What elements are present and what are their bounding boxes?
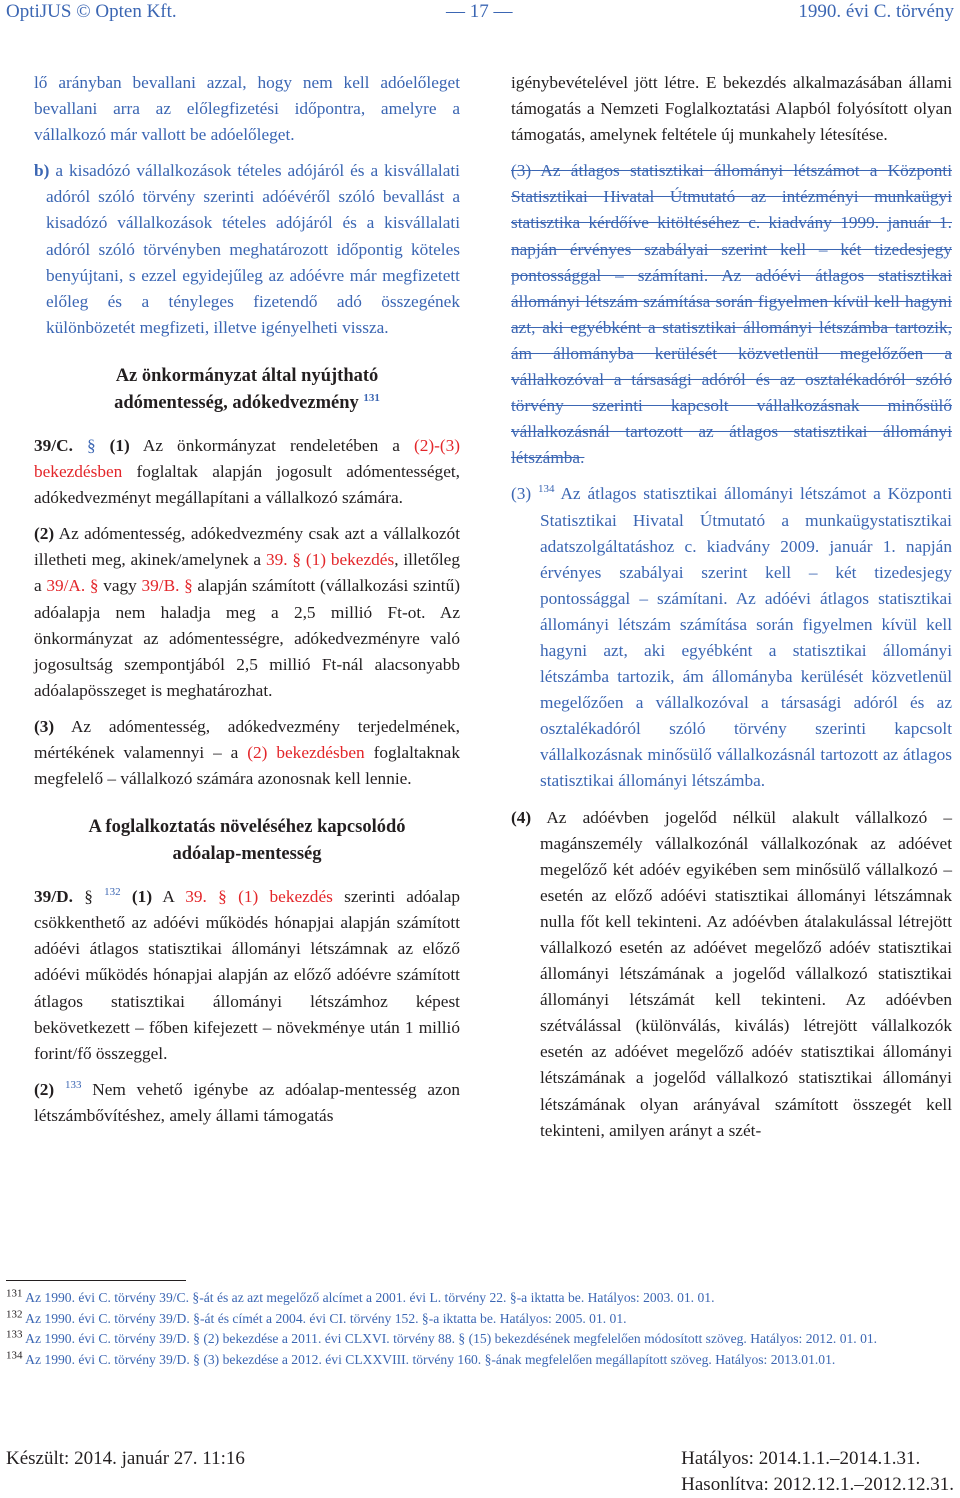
- footnote-ref-132[interactable]: 132: [104, 886, 121, 899]
- para-marker: (3): [511, 161, 532, 181]
- para-marker: (2): [34, 524, 55, 544]
- para-text: foglaltak alapján jogosult adómentességet, adókedvezményt megállapítani a vállalkozó számára.: [34, 462, 460, 508]
- para-marker: (2): [34, 1079, 55, 1099]
- para-text: , illetőleg a: [34, 550, 460, 596]
- footnote-number: 134: [6, 1348, 23, 1361]
- para-text: Az adómentesség, adókedvezmény csak azt a vállalkozót illetheti meg, akinek/amelynek a: [34, 524, 460, 570]
- section-39d-para2: [34, 1077, 460, 1129]
- amended-paragraph-3: [511, 481, 952, 794]
- para-marker: (1): [109, 435, 130, 455]
- footnote-131: [6, 1288, 954, 1309]
- cross-reference-link[interactable]: (2)-(3) bekezdésben: [34, 435, 461, 482]
- heading-39c-line2: adómentesség, adókedvezmény: [114, 392, 359, 413]
- footnote-text: Az 1990. évi C. törvény 39/C. §-át és az azt megelőző alcímet a 2001. évi L. törvény 22. §-a iktatta be. Hatályos: 2003. 01. 01.: [25, 1290, 715, 1305]
- right-column: [511, 70, 952, 1144]
- header-law-title: 1990. évi C. törvény: [798, 1, 954, 22]
- heading-39d-line1: A foglalkoztatás növeléséhez kapcsolódó: [88, 817, 406, 838]
- footer-dates: [681, 1446, 954, 1498]
- para-marker: (1): [131, 887, 153, 907]
- cross-reference-link[interactable]: 39/A. §: [46, 576, 99, 596]
- para-text: Nem vehető igénybe az adóalap-mentesség azon létszámbővítéshez, amely állami támogatás: [34, 1079, 460, 1125]
- section-sign: §: [84, 887, 93, 907]
- footer-effective: Hatályos: 2014.1.1.–2014.1.31.: [681, 1448, 921, 1469]
- para-text: alapján számított (vállalkozási szintű) adóalapja nem haladja meg a 2,5 millió Ft-ot. Az önkormányzat az adómentességre, adókedvezményre való jogosultság szempontjából 2,5 millió Ft-nál alacsonyabb adóalapösszeget is meghatározhat.: [34, 576, 460, 700]
- para-marker: (4): [511, 807, 532, 827]
- footnote-134: [6, 1350, 954, 1371]
- footnote-text: Az 1990. évi C. törvény 39/D. § (2) bekezdése a 2011. évi CLXVI. törvény 88. § (15) bekezdésének megfelelően módosított szöveg. Hatályos: 2012. 01. 01.: [25, 1331, 878, 1346]
- para-text: Az átlagos statisztikai állományi létszámot a Központi Statisztikai Hivatal Útmutató az intézményi munkaügyi statisztika kérdőíve kitöltéséhez c. kiadvány 1999. január 1. napján érvényes szabályai szerint kell – két tizedesjegy pontossággal – számítani. Az adóévi átlagos statisztikai állományi létszám számítása során figyelmen kívül kell hagyni azt, aki egyébként a statisztikai állományi létszámba tartozik, ám állományba kerülését közvetlenül megelőzően a vállalkozóval a társasági adóról és az osztalékadóról szóló törvény szerinti kapcsolt vállalkozásnak minősülő vállalkozásnál tartozott az átlagos statisztikai állományi létszámba.: [511, 161, 952, 468]
- section-number-39d: 39/D.: [34, 887, 73, 907]
- footnote-number: 132: [6, 1307, 23, 1320]
- para-text: Az adómentesség, adókedvezmény terjedelmének, mértékének valamennyi – a: [34, 716, 460, 762]
- footer-compared: Hasonlítva: 2012.12.1.–2012.12.31.: [681, 1474, 954, 1495]
- section-39c-para3: [34, 714, 460, 792]
- section-heading-39d: [34, 814, 460, 868]
- paragraph-b: [34, 158, 460, 341]
- para-text: Az adóévben jogelőd nélkül alakult vállalkozó – magánszemély vállalkozónál vállalkozónak az adóévet megelőző két adóév egyikében sem minősülő vállalkozó – esetén az előző adóévi statisztikai állományi létszámnak nulla főt kell tekinteni. Az adóévben átalakulással létrejött vállalkozó esetén az adóévet megelőző adóév statisztikai állományi létszámának a jogelőd vállalkozó statisztikai állományi létszámát kell tekinteni. Az adóévben szétválással (különválás, kiválás) létrejött vállalkozók esetén az adóévet megelőző adóév statisztikai állományi létszámának a jogelőd vállalkozó statisztikai állományi létszámának olyan arányával számított összegét kell tekinteni, amilyen arányt a szét-: [540, 807, 952, 1140]
- paragraph-4: [511, 805, 952, 1144]
- paragraph-intro: lő arányban bevallani azzal, hogy nem kell adóelőleget bevallani arra az előlegfizetési időpontra, amelyre a vállalkozó már vallott be adóelőleget.: [34, 73, 460, 145]
- header-publisher: OptiJUS © Opten Kft.: [6, 1, 177, 22]
- heading-39d-line2: adóalap-mentesség: [172, 844, 322, 865]
- para-text: Az átlagos statisztikai állományi létszámot a Központi Statisztikai Hivatal Útmutató a munkaügystatisztikai adatszolgáltatáshoz c. kiadvány 2009. január 1. napján érvényes szabályai szerint kell – két tizedesjegy pontossággal – számítani. Az adóévi átlagos statisztikai állományi létszám számítása során figyelmen kívül kell hagyni azt, aki egyébként a statisztikai állományi létszámba tartozik, ám állományba kerülését közvetlenül megelőzően a vállalkozóval a társasági adóról és az osztalékadóról szóló törvény szerinti kapcsolt vállalkozásnak minősülő vállalkozásnál tartozott az átlagos statisztikai állományi létszámba.: [540, 484, 952, 791]
- para-marker: (3): [511, 484, 532, 504]
- footnote-133: [6, 1329, 954, 1350]
- footnote-text: Az 1990. évi C. törvény 39/D. § (3) bekezdése a 2012. évi CLXXVIII. törvény 160. §-ának megfelelően megállapított szöveg. Hatályos: 2013.01.01.: [25, 1351, 836, 1367]
- para-text: foglaltaknak megfelelő – vállalkozó számára azonosnak kell lennie.: [34, 742, 460, 789]
- repealed-paragraph-3: [511, 158, 952, 471]
- cross-reference-link[interactable]: (2) bekezdésben: [247, 742, 365, 762]
- footnote-132: [6, 1309, 954, 1330]
- cross-reference-link[interactable]: 39/B. §: [141, 576, 193, 596]
- footnotes: [6, 1278, 954, 1370]
- para-text: szerinti adóalap csökkenthető az adóévi működés hónapjai alapján számított adóévi átlagos statisztikai állományi létszámnak az előző adóévi működés hónapjai alapján az előző adóévre számított átlagos statisztikai állományi létszámhoz képest bekövetkezett – főben kifejezett – növekménye után 1 millió forint/fő összeggel.: [34, 887, 461, 1063]
- footnote-number: 131: [6, 1287, 23, 1300]
- footnote-number: 133: [6, 1328, 23, 1341]
- section-39c-para2: [34, 521, 460, 704]
- section-39c-para1: [34, 433, 460, 511]
- left-column: [34, 70, 460, 1129]
- cross-reference-link[interactable]: 39. § (1) bekezdés: [265, 550, 395, 570]
- footnote-ref-131[interactable]: 131: [363, 391, 380, 404]
- para-marker: (3): [34, 716, 55, 736]
- paragraph-continuation: igénybevételével jött létre. E bekezdés alkalmazásában állami támogatás a Nemzeti Foglalkoztatási Alapból folyósított olyan támogatás, amelynek feltétele új munkahely létesítése.: [511, 73, 952, 145]
- section-39d-para1: [34, 884, 460, 1067]
- section-sign: §: [86, 435, 96, 455]
- para-text: Az önkormányzat rendeletében a: [142, 435, 400, 455]
- footnote-ref-133[interactable]: 133: [64, 1079, 82, 1092]
- footnote-text: Az 1990. évi C. törvény 39/D. §-át és címét a 2004. évi CI. törvény 152. §-a iktatta be. Hatályos: 2005. 01. 01.: [25, 1310, 627, 1326]
- footnote-ref-134[interactable]: 134: [538, 483, 555, 496]
- para-text: A: [162, 887, 174, 907]
- page-header: [6, 0, 954, 28]
- header-page-number: — 17 —: [446, 1, 513, 22]
- para-text: vagy: [103, 576, 137, 596]
- section-number-39c: 39/C.: [34, 435, 73, 455]
- paragraph-b-text: a kisadózó vállalkozások tételes adójáról és a kisvállalati adóról szóló törvény szerinti adóévéről szóló bevallást a kisadózó vállalkozások tételes adójáról és a kisvállalati adóról szóló törvényben meghatározott időpontig köteles benyújtani, s ezzel egyidejűleg az adóévre már megfizetett előleg és a tényleges fizetendő adó összegének különbözetét megfizeti, illetve igényelheti vissza.: [46, 161, 460, 337]
- cross-reference-link[interactable]: (1) bekezdés: [238, 887, 333, 907]
- cross-reference-link[interactable]: 39. §: [185, 887, 227, 907]
- point-b-marker: b): [34, 161, 50, 181]
- footer-created: Készült: 2014. január 27. 11:16: [6, 1448, 245, 1469]
- heading-39c-line1: Az önkormányzat által nyújtható: [115, 365, 379, 386]
- section-heading-39c: [34, 363, 460, 417]
